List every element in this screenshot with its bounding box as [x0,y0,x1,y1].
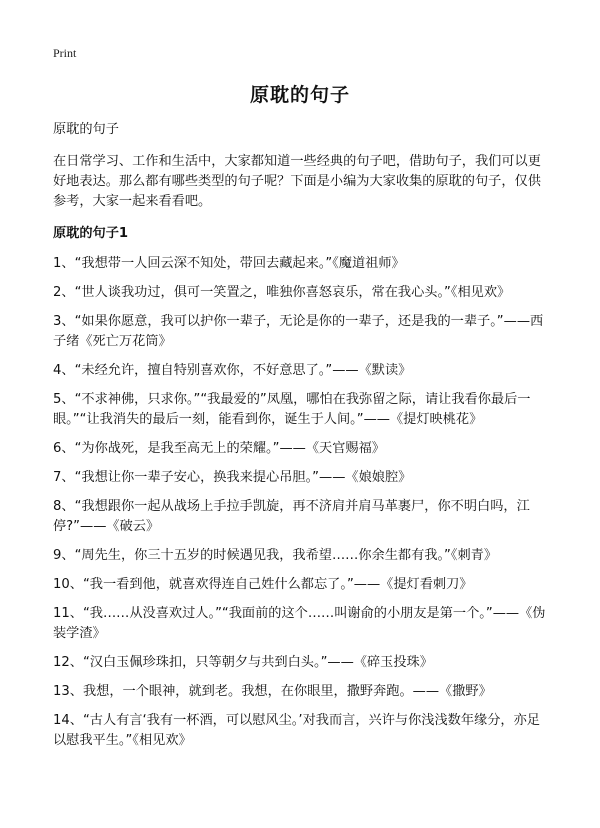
document-body [53,120,550,760]
list-item: 6、“为你战死，是我至高无上的荣耀。”——《天官赐福》 [53,441,385,456]
list-item: 1、“我想带一人回云深不知处，带回去藏起来。”《魔道祖师》 [53,256,405,271]
list-item: 9、“周先生，你三十五岁的时候遇见我，我希望……你余生都有我。”《刺青》 [53,548,498,563]
list-item: 11、“我……从没喜欢过人。”“我面前的这个……叫谢俞的小朋友是第一个。”——《伪装学渣》 [53,606,546,641]
list-item: 13、我想，一个眼神，就到老。我想，在你眼里，撒野奔跑。——《撒野》 [53,684,492,699]
document-subtitle: 原耽的句子 [53,122,119,137]
page-title: 原耽的句子 [249,84,350,106]
intro-paragraph: 在日常学习、工作和生活中，大家都知道一些经典的句子吧，借助句子，我们可以更好地表达。那么都有哪些类型的句子呢？下面是小编为大家收集的原耽的句子，仅供参考，大家一起来看看吧。 [53,154,541,209]
print-link[interactable]: Print [53,46,77,60]
list-item: 3、“如果你愿意，我可以护你一辈子，无论是你的一辈子，还是我的一辈子。”——西子绪《死亡万花筒》 [53,314,544,349]
list-item: 7、“我想让你一辈子安心，换我来提心吊胆。”——《娘娘腔》 [53,470,412,485]
list-item: 2、“世人谈我功过，俱可一笑置之，唯独你喜怒哀乐，常在我心头。”《相见欢》 [53,285,511,300]
list-item: 14、“古人有言‘我有一杯酒，可以慰风尘。’对我而言，兴许与你浅浅数年缘分，亦足以慰我平生。”《相见欢》 [53,713,540,748]
list-item: 5、“不求神佛，只求你。”“我最爱的”凤凰，哪怕在我弥留之际，请让我看你最后一眼。”“让我消失的最后一刻，能看到你，诞生于人间。”——《提灯映桃花》 [53,392,531,427]
list-item: 10、“我一看到他，就喜欢得连自己姓什么都忘了。”——《提灯看刺刀》 [53,577,473,592]
list-item: 8、“我想跟你一起从战场上手拉手凯旋，再不济肩并肩马革裹尸，你不明白吗，江停?”——《破云》 [53,499,530,534]
list-item: 4、“未经允许，擅自特别喜欢你，不好意思了。”——《默读》 [53,363,412,378]
list-item: 12、“汉白玉佩珍珠扣，只等朝夕与共到白头。”——《碎玉投珠》 [53,655,433,670]
section-heading: 原耽的句子1 [53,226,129,241]
